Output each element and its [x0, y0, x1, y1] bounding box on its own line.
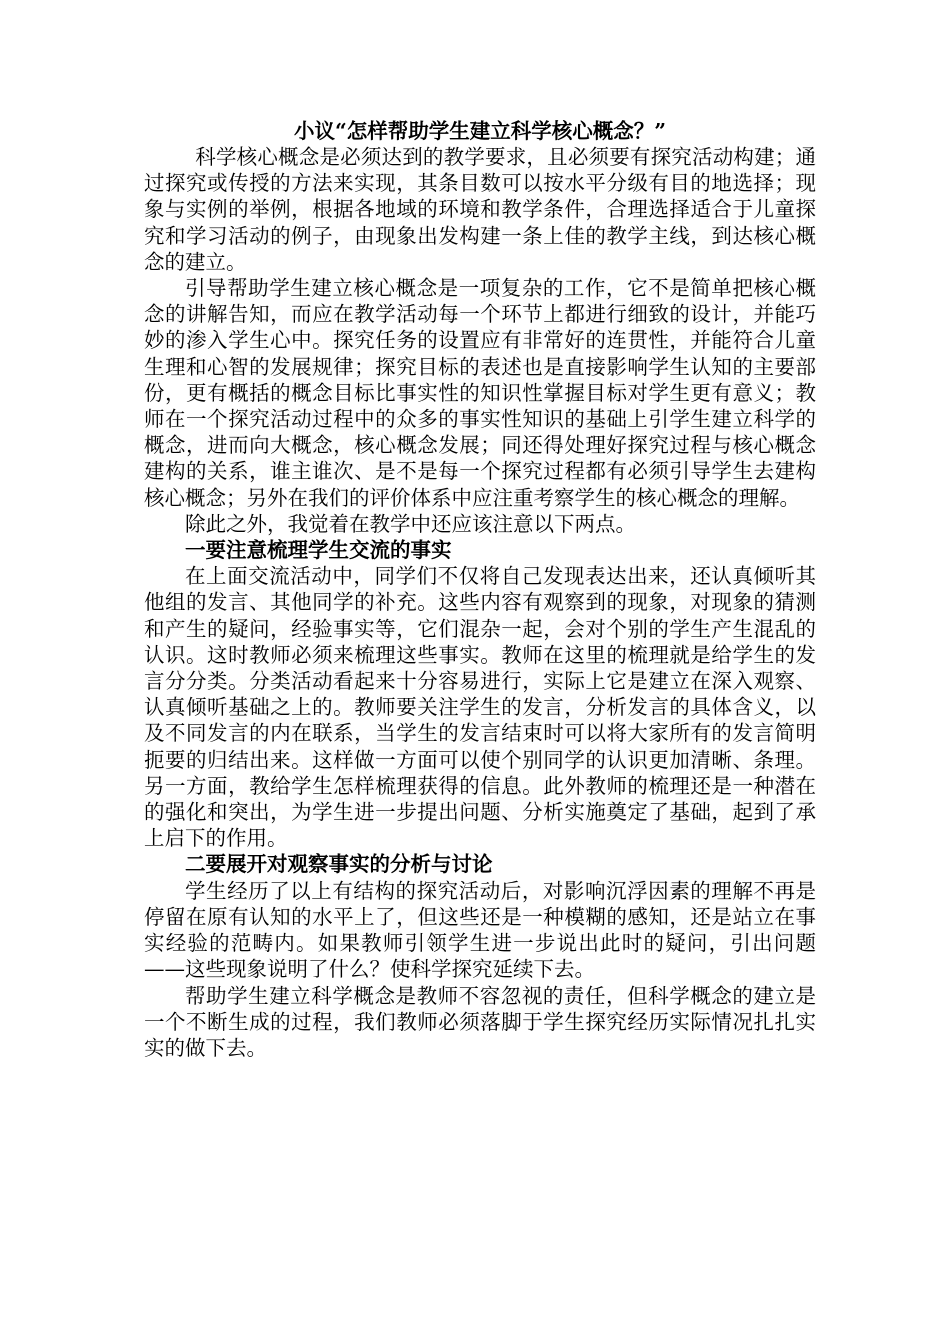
paragraph-transition: 除此之外，我觉着在教学中还应该注意以下两点。 [185, 511, 636, 536]
paragraph-guidance: 引导帮助学生建立核心概念是一项复杂的工作，它不是简单把核心概念的讲解告知，而应在教学活动每一个环节上都进行细致的设计，并能巧妙的渗入学生心中。探究任务的设置应有非常好的连贯性，并能符合儿童生理和心智的发展规律；探究目标的表述也是直接影响学生认知的主要部份，更有概括的概念目标比事实性的知识性掌握目标对学生更有意义；教师在一个探究活动过程中的众多的事实性知识的基础上引学生建立科学的概念，进而向大概念，核心概念发展；同还得处理好探究过程与核心概念建构的关系，谁主谁次、是不是每一个探究过程都有必须引导学生去建构核心概念；另外在我们的评价体系中应注重考察学生的核心概念的理解。 [144, 276, 816, 510]
section-body-2: 学生经历了以上有结构的探究活动后，对影响沉浮因素的理解不再是停留在原有认知的水平上了，但这些还是一种模糊的感知，还是站立在事实经验的范畴内。如果教师引领学生进一步说出此时的疑问，引出问题——这些现象说明了什么？使科学探究延续下去。 [144, 878, 816, 982]
section-heading-2: 二要展开对观察事实的分析与讨论 [185, 852, 493, 877]
document-title: 小议“怎样帮助学生建立科学核心概念？” [293, 119, 667, 143]
section-heading-1: 一要注意梳理学生交流的事实 [185, 538, 452, 563]
paragraph-core-concept: 科学核心概念是必须达到的教学要求，且必须要有探究活动构建；通过探究或传授的方法来实现，其条目数可以按水平分级有目的地选择；现象与实例的举例，根据各地域的环境和教学条件，合理选择适合于儿童探究和学习活动的例子，由现象出发构建一条上佳的教学主线，到达核心概念的建立。 [144, 145, 816, 274]
document-page [144, 118, 816, 1061]
paragraph-closing: 帮助学生建立科学概念是教师不容忽视的责任，但科学概念的建立是一个不断生成的过程，我们教师必须落脚于学生探究经历实际情况扎扎实实的做下去。 [144, 983, 816, 1060]
section-body-1: 在上面交流活动中，同学们不仅将自己发现表达出来，还认真倾听其他组的发言、其他同学的补充。这些内容有观察到的现象，对现象的猜测和产生的疑问，经验事实等，它们混杂一起，会对个别的学生产生混乱的认识。这时教师必须来梳理这些事实。教师在这里的梳理就是给学生的发言分分类。分类活动看起来十分容易进行，实际上它是建立在深入观察、认真倾听基础之上的。教师要关注学生的发言，分析发言的具体含义，以及不同发言的内在联系，当学生的发言结束时可以将大家所有的发言简明扼要的归结出来。这样做一方面可以使个别同学的认识更加清晰、条理。另一方面，教给学生怎样梳理获得的信息。此外教师的梳理还是一种潜在的强化和突出，为学生进一步提出问题、分析实施奠定了基础，起到了承上启下的作用。 [144, 564, 816, 851]
